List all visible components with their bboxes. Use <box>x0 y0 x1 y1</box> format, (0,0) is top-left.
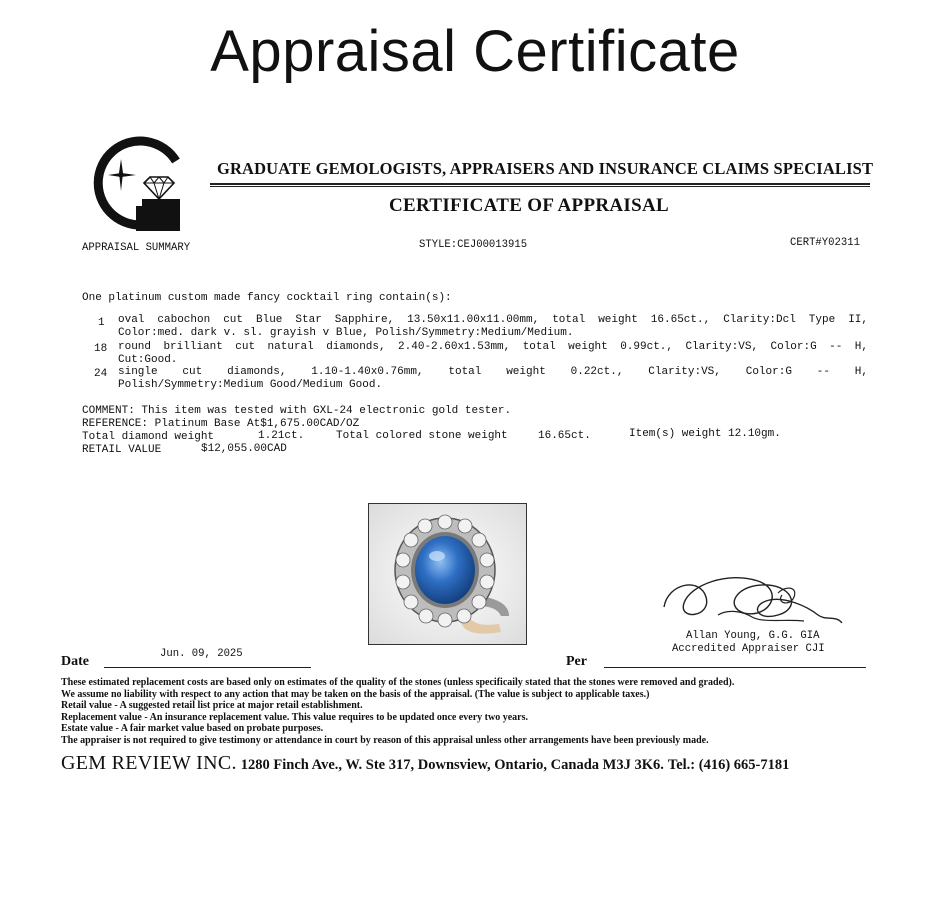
item-line: round brilliant cut natural diamonds, 2.40-2.60x1.53mm, total weight 0.99ct., Clarity:VS, Color:G -- H, <box>118 341 868 353</box>
date-label: Date <box>61 654 89 669</box>
appraiser-name: Allan Young, G.G. GIA <box>686 630 820 642</box>
appraiser-title: Accredited Appraiser CJI <box>672 643 825 655</box>
disclaimer-line: These estimated replacement costs are based only on estimates of the quality of the stones (unless specificaily stated that the stones were removed and graded). <box>61 677 735 688</box>
company-phone: Tel.: (416) 665-7181 <box>667 757 790 773</box>
company-name: GEM REVIEW INC. <box>61 752 237 774</box>
certificate-number: CERT#Y02311 <box>790 237 860 249</box>
style-number: STYLE:CEJ00013915 <box>419 239 528 251</box>
reference-line: REFERENCE: Platinum Base At$1,675.00CAD/OZ <box>82 418 360 430</box>
company-footer <box>61 752 789 775</box>
company-address: 1280 Finch Ave., W. Ste 317, Downsview, Ontario, Canada M3J 3K6. <box>240 757 664 773</box>
comment-line: COMMENT: This item was tested with GXL-24 electronic gold tester. <box>82 405 512 417</box>
retail-value-label: RETAIL VALUE <box>82 444 162 456</box>
item-qty: 1 <box>98 317 105 329</box>
ring-photo <box>368 503 527 645</box>
disclaimer-line: Replacement value - An insurance replacement value. This value requires to be updated once every two years. <box>61 712 529 723</box>
disclaimer-line: Retail value - A suggested retail list price at major retail establishment. <box>61 700 363 711</box>
item-weight: Item(s) weight 12.10gm. <box>629 428 781 440</box>
signature-scribble <box>658 563 848 633</box>
item-line: oval cabochon cut Blue Star Sapphire, 13.50x11.00x11.00mm, total weight 16.65ct., Clarity:Dcl Type II, <box>118 314 868 326</box>
item-qty: 18 <box>94 343 108 355</box>
item-line: Color:med. dark v. sl. grayish v Blue, Polish/Symmetry:Medium/Medium. <box>118 327 574 339</box>
item-line: Polish/Symmetry:Medium Good/Medium Good. <box>118 379 383 391</box>
organization-name: GRADUATE GEMOLOGISTS, APPRAISERS AND INSURANCE CLAIMS SPECIALIST <box>217 159 874 178</box>
header-rule <box>210 183 870 185</box>
item-qty: 24 <box>94 368 108 380</box>
header-rule-thin <box>210 186 870 187</box>
item-line: single cut diamonds, 1.10-1.40x0.76mm, total weight 0.22ct., Clarity:VS, Color:G -- H, <box>118 366 868 378</box>
date-underline <box>104 667 311 668</box>
disclaimer-line: The appraiser is not required to give testimony or attendance in court by reason of this appraisal unless other arrangements have been previously made. <box>61 735 709 746</box>
item-line: Cut:Good. <box>118 354 178 366</box>
page-title: Appraisal Certificate <box>210 19 740 84</box>
total-colored-value: 16.65ct. <box>538 430 591 442</box>
disclaimer-line: Estate value - A fair market value based on probate purposes. <box>61 723 324 734</box>
appraisal-date: Jun. 09, 2025 <box>160 648 243 660</box>
total-diamond-label: Total diamond weight <box>82 431 215 443</box>
per-label: Per <box>566 654 587 669</box>
retail-value: $12,055.00CAD <box>201 443 287 455</box>
summary-label: APPRAISAL SUMMARY <box>82 242 191 254</box>
gem-logo-icon <box>90 133 190 233</box>
total-colored-label: Total colored stone weight <box>336 430 508 442</box>
certificate-title: CERTIFICATE OF APPRAISAL <box>389 195 669 216</box>
intro-text: One platinum custom made fancy cocktail ring contain(s): <box>82 292 452 304</box>
per-underline <box>604 667 866 668</box>
total-diamond-value: 1.21ct. <box>258 430 305 442</box>
disclaimer-line: We assume no liability with respect to any action that may be taken on the basis of the appraisal. (The value is subject to applicable taxes.) <box>61 689 650 700</box>
